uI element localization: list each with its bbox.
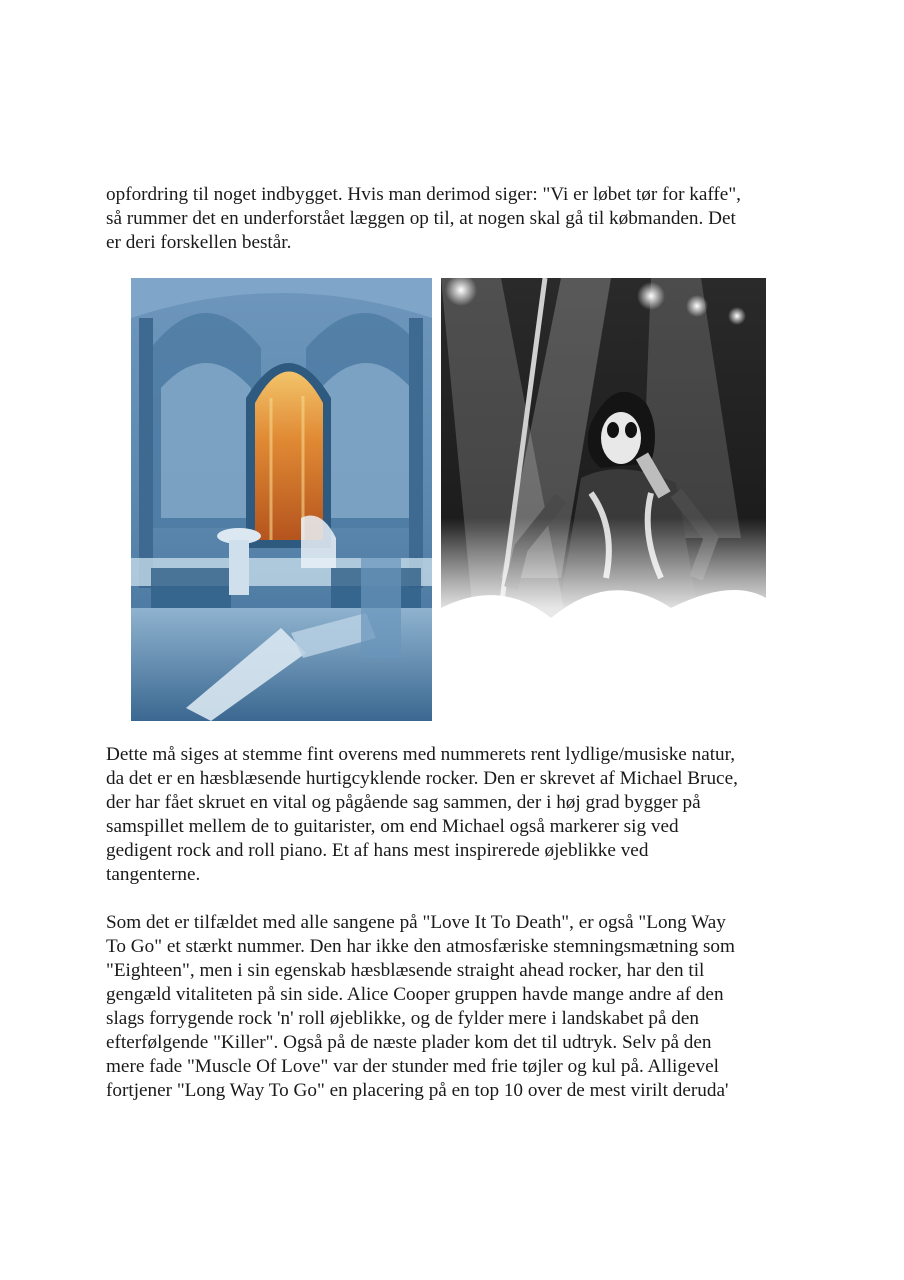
text-line: samspillet mellem de to guitarister, om end Michael også markerer sig ved [106,816,679,837]
text-line: opfordring til noget indbygget. Hvis man derimod siger: "Vi er løbet tør for kaffe", [106,184,741,205]
photo-graphic [441,278,766,698]
text-line: Dette må siges at stemme fint overens med nummerets rent lydlige/musiske natur, [106,744,736,765]
text-line: "Eighteen", men i sin egenskab hæsblæsende straight ahead rocker, har den til [106,960,705,981]
text-line: slags forrygende rock 'n' roll øjeblikke, og de fylder mere i landskabet på den [106,1008,700,1029]
text-line: fortjener "Long Way To Go" en placering på en top 10 over de mest virilt deruda' [106,1080,729,1101]
concert-performer-photo [441,278,766,698]
paragraph-3 [106,911,796,1103]
paragraph-2 [106,743,796,887]
text-line: mere fade "Muscle Of Love" var der stunder med frie tøjler og kul på. Alligevel [106,1056,719,1077]
text-line: gedigent rock and roll piano. Et af hans mest inspirerede øjeblikke ved [106,840,649,861]
church-interior-painting [131,278,432,721]
text-line: gengæld vitaliteten på sin side. Alice Cooper gruppen havde mange andre af den [106,984,724,1005]
text-line: så rummer det en underforstået læggen op til, at nogen skal gå til købmanden. Det [106,208,736,229]
text-line: der har fået skruet en vital og pågående sag sammen, der i høj grad bygger på [106,792,701,813]
text-line: er deri forskellen består. [106,232,292,253]
text-line: tangenterne. [106,864,201,885]
text-line: efterfølgende "Killer". Også på de næste plader kom det til udtryk. Selv på den [106,1032,712,1053]
text-line: Som det er tilfældet med alle sangene på "Love It To Death", er også "Long Way [106,912,726,933]
text-line: To Go" et stærkt nummer. Den har ikke den atmosfæriske stemningsmætning som [106,936,735,957]
text-line: da det er en hæsblæsende hurtigcyklende rocker. Den er skrevet af Michael Bruce, [106,768,738,789]
painting-graphic [131,278,432,721]
paragraph-1 [106,183,796,255]
